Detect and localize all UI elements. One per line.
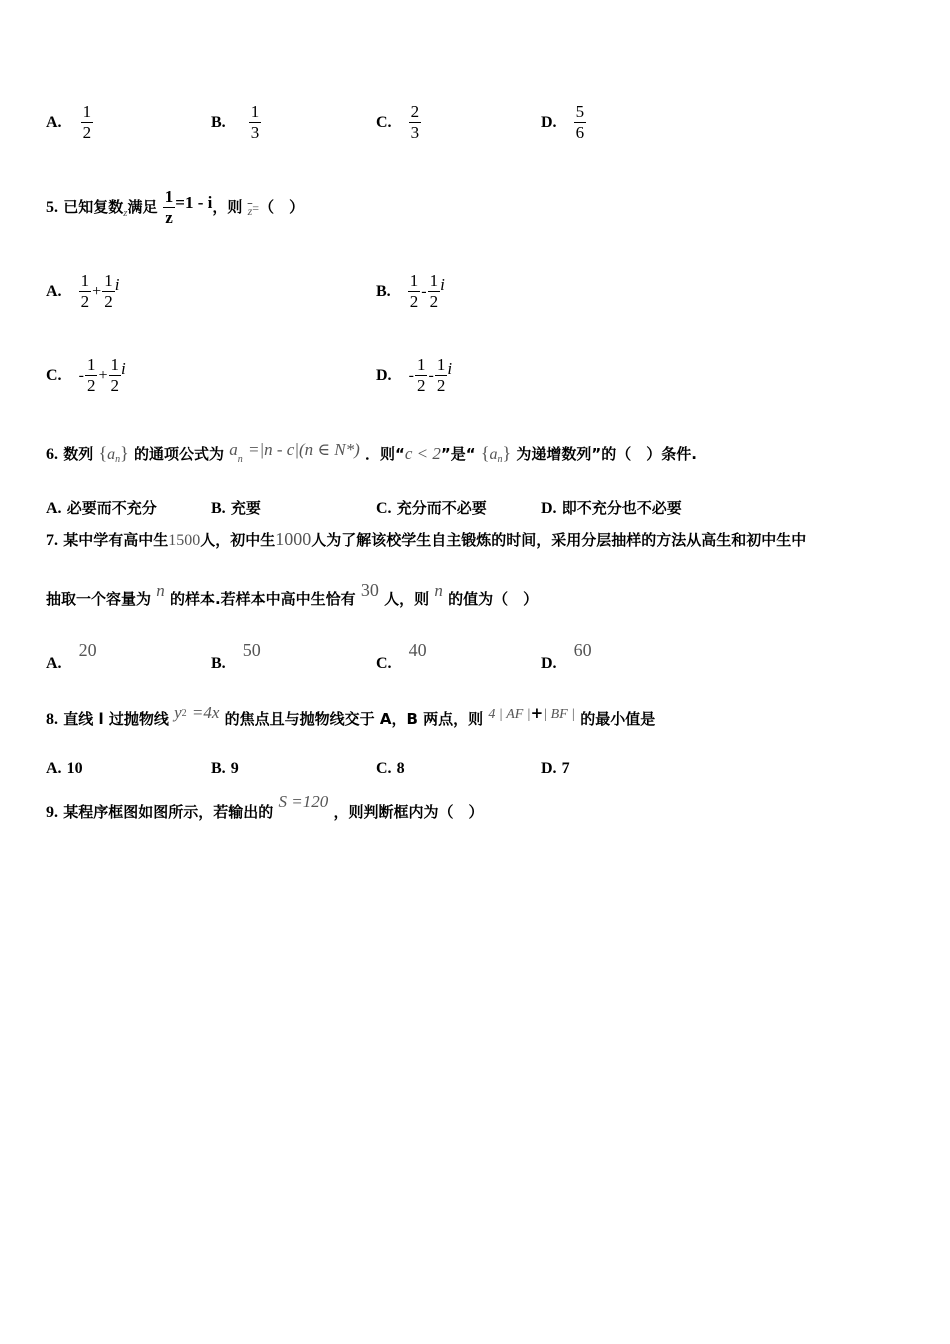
q7-option-b: B. 50 xyxy=(211,640,261,672)
fraction: $\frac{1}{2}$ xyxy=(80,271,90,311)
q7-option-c: C. 40 xyxy=(376,640,427,672)
question-6: 6. 数列 $\{a_n\}$ 的通项公式为 $a_n =|n - c|(n$ ∈ N*) ．则“c < 2”是“ $\{a_n\}$ 为递增数列”的（ ）条件. xyxy=(46,440,697,465)
q8-option-b: B. 9 xyxy=(211,760,239,777)
question-7-line-1: 7. 某中学有高中生1500人，初中生1000人为了解该校学生自主锻炼的时间，采用分层抽样的方法从高生和初中生中 xyxy=(46,529,807,549)
q7-option-d: D. 60 xyxy=(541,640,592,672)
q6-option-c: C. 充分而不必要 xyxy=(376,499,487,517)
q5-option-d: D. - $\frac{1}{2}$ - $\frac{1}{2}$ i xyxy=(376,355,453,395)
fraction: $\frac{1}{2}$ xyxy=(110,355,120,395)
q6-option-b: B. 充要 xyxy=(211,499,261,517)
q5-option-a: A. $\frac{1}{2}$ + $\frac{1}{2}$ i xyxy=(46,271,120,311)
q6-option-d: D. 即不充分也不必要 xyxy=(541,499,682,517)
fraction: $\frac{1}{2}$ xyxy=(82,102,92,142)
q4-option-c: C. $\frac{2}{3}$ xyxy=(376,102,420,142)
fraction: $\frac{1}{3}$ xyxy=(250,102,260,142)
q5-option-c: C. - $\frac{1}{2}$ + $\frac{1}{2}$ i xyxy=(46,355,126,395)
q4-option-d: D. $\frac{5}{6}$ xyxy=(541,102,585,142)
question-8: 8. 直线 l 过抛物线 $y^2 =4x$ 的焦点且与抛物线交于 A，B 两点，则 4 | AF |+| BF | 的最小值是 xyxy=(46,703,656,728)
question-5: 5. 已知复数$_z$满足 $\frac{1}{z}$ =1 - i，则 $_{\overline{z}}$=（ ） xyxy=(46,187,305,227)
fraction: $\frac{1}{2}$ xyxy=(409,271,419,311)
q5-option-b: B. $\frac{1}{2}$ - $\frac{1}{2}$ i xyxy=(376,271,445,311)
q8-option-a: A. 10 xyxy=(46,760,83,777)
question-7-line-2: 抽取一个容量为 n 的样本.若样本中高中生恰有 30 人，则 n 的值为（ ） xyxy=(46,580,539,608)
fraction: $\frac{1}{2}$ xyxy=(429,271,439,311)
fraction: $\frac{1}{2}$ xyxy=(104,271,113,311)
fraction: $\frac{1}{2}$ xyxy=(86,355,96,395)
fraction: $\frac{5}{6}$ xyxy=(575,102,585,142)
fraction: $\frac{1}{z}$ xyxy=(164,187,174,227)
q6-option-a: A. 必要而不充分 xyxy=(46,499,157,517)
fraction: $\frac{1}{2}$ xyxy=(436,355,446,395)
fraction: $\frac{1}{2}$ xyxy=(416,355,426,395)
fraction: $\frac{2}{3}$ xyxy=(410,102,420,142)
q8-option-c: C. 8 xyxy=(376,760,405,777)
q8-option-d: D. 7 xyxy=(541,760,570,777)
q7-option-a: A. 20 xyxy=(46,640,97,672)
q4-option-b: B. $\frac{1}{3}$ xyxy=(211,102,260,142)
question-9: 9. 某程序框图如图所示，若输出的 S =120 ，则判断框内为（ ） xyxy=(46,792,484,821)
q4-option-a: A. $\frac{1}{2}$ xyxy=(46,102,92,142)
